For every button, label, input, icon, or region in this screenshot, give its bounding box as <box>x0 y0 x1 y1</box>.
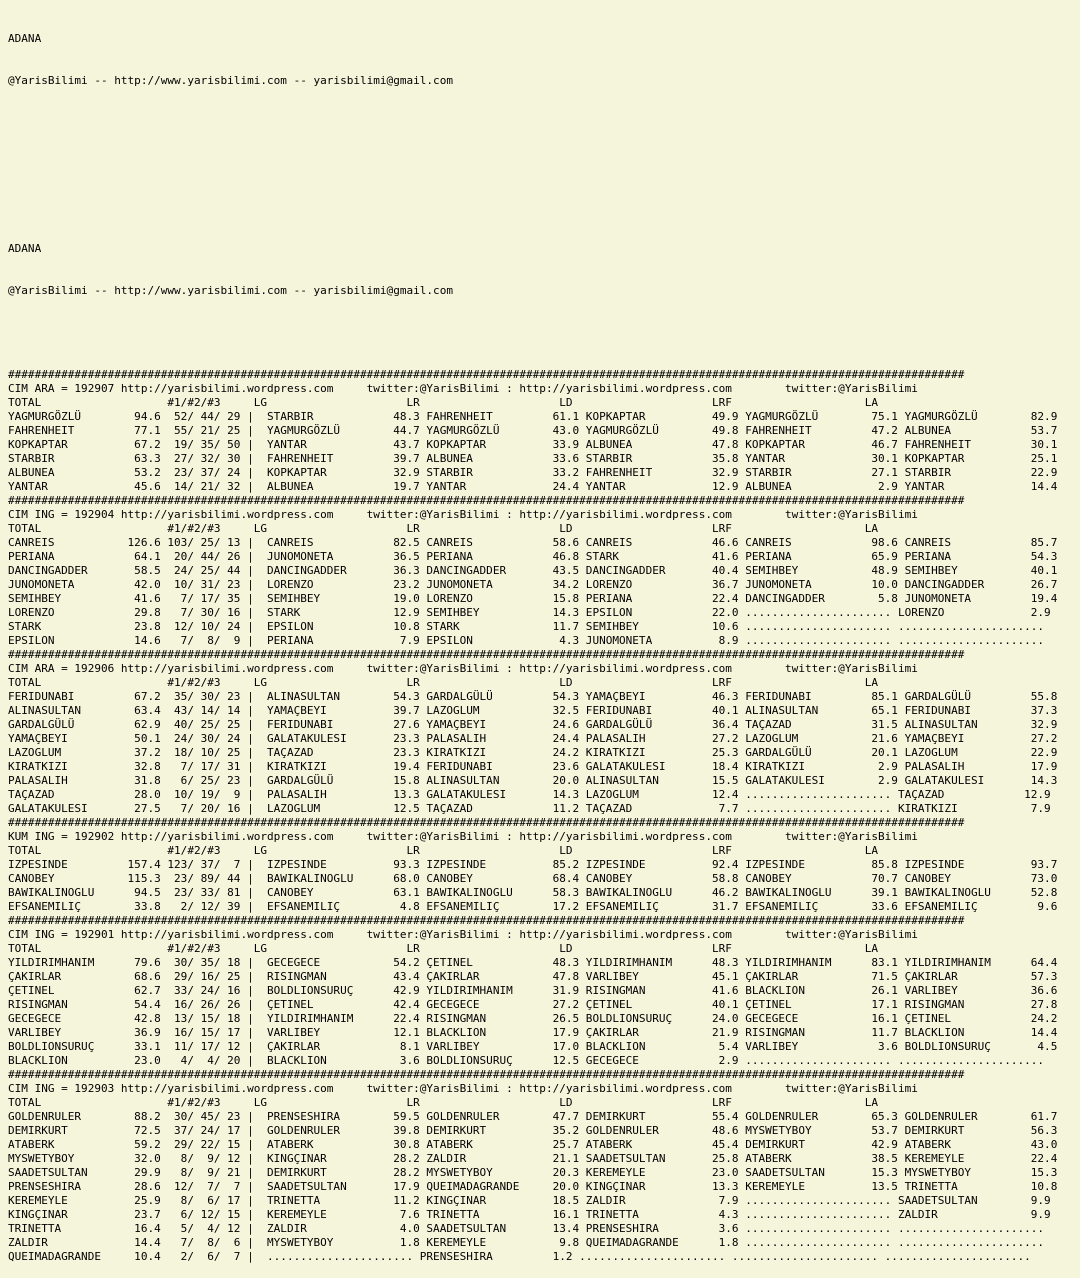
table-row: SAADETSULTAN 29.9 8/ 9/ 21 | DEMIRKURT 28.2 MYSWETYBOY 20.3 KEREMEYLE 23.0 SAADETSULTAN 15.3 MYSWETYBOY 15.3 <box>8 1166 1058 1179</box>
table-row: CANOBEY 115.3 23/ 89/ 44 | BAWIKALINOGLU 68.0 CANOBEY 68.4 CANOBEY 58.8 CANOBEY 70.7 CANOBEY 73.0 <box>8 872 1058 885</box>
table-row: PRENSESHIRA 28.6 12/ 7/ 7 | SAADETSULTAN 17.9 QUEIMADAGRANDE 20.0 KINGÇINAR 13.3 KEREMEYLE 13.5 TRINETTA 10.8 <box>8 1180 1058 1193</box>
race-header: CIM ARA = 192906 http://yarisbilimi.wordpress.com twitter:@YarisBilimi : http://yarisbilimi.wordpress.com twitter:@YarisBilimi <box>8 662 918 675</box>
race-header: KUM ING = 192902 http://yarisbilimi.wordpress.com twitter:@YarisBilimi : http://yarisbilimi.wordpress.com twitter:@YarisBilimi <box>8 830 918 843</box>
table-row: STARBIR 63.3 27/ 32/ 30 | FAHRENHEIT 39.7 ALBUNEA 33.6 STARBIR 35.8 YANTAR 30.1 KOPKAPTAR 25.1 <box>8 452 1058 465</box>
table-row: RISINGMAN 54.4 16/ 26/ 26 | ÇETINEL 42.4 GECEGECE 27.2 ÇETINEL 40.1 ÇETINEL 17.1 RISINGMAN 27.8 <box>8 998 1058 1011</box>
table-row: KEREMEYLE 25.9 8/ 6/ 17 | TRINETTA 11.2 KINGÇINAR 18.5 ZALDIR 7.9 ...................... SAADETSULTAN 9.9 <box>8 1194 1051 1207</box>
separator-line: ################################################################################################################################################ <box>8 1068 965 1081</box>
column-headers: TOTAL #1/#2/#3 LG LR LD LRF LA <box>8 676 879 689</box>
race-header: CIM ING = 192901 http://yarisbilimi.wordpress.com twitter:@YarisBilimi : http://yarisbilimi.wordpress.com twitter:@YarisBilimi <box>8 928 918 941</box>
race-header: CIM ING = 192904 http://yarisbilimi.wordpress.com twitter:@YarisBilimi : http://yarisbilimi.wordpress.com twitter:@YarisBilimi <box>8 508 918 521</box>
table-row: DEMIRKURT 72.5 37/ 24/ 17 | GOLDENRULER 39.8 DEMIRKURT 35.2 GOLDENRULER 48.6 MYSWETYBOY 53.7 DEMIRKURT 56.3 <box>8 1124 1058 1137</box>
table-row: EFSANEMILIÇ 33.8 2/ 12/ 39 | EFSANEMILIÇ 4.8 EFSANEMILIÇ 17.2 EFSANEMILIÇ 31.7 EFSANEMILIÇ 33.6 EFSANEMILIÇ 9.6 <box>8 900 1058 913</box>
table-row: YAGMURGÖZLÜ 94.6 52/ 44/ 29 | STARBIR 48.3 FAHRENHEIT 61.1 KOPKAPTAR 49.9 YAGMURGÖZLÜ 75.1 YAGMURGÖZLÜ 82.9 <box>8 410 1058 423</box>
table-row: DANCINGADDER 58.5 24/ 25/ 44 | DANCINGADDER 36.3 DANCINGADDER 43.5 DANCINGADDER 40.4 SEMIHBEY 48.9 SEMIHBEY 40.1 <box>8 564 1058 577</box>
race-header: CIM ARA = 192907 http://yarisbilimi.wordpress.com twitter:@YarisBilimi : http://yarisbilimi.wordpress.com twitter:@YarisBilimi <box>8 382 918 395</box>
separator-line: ################################################################################################################################################ <box>8 914 965 927</box>
table-row: STARK 23.8 12/ 10/ 24 | EPSILON 10.8 STARK 11.7 SEMIHBEY 10.6 ...................... ...................... <box>8 620 1045 633</box>
separator-line: ################################################################################################################################################ <box>8 494 965 507</box>
table-row: TRINETTA 16.4 5/ 4/ 12 | ZALDIR 4.0 SAADETSULTAN 13.4 PRENSESHIRA 3.6 ...................... ...................... <box>8 1222 1045 1235</box>
table-row: ALINASULTAN 63.4 43/ 14/ 14 | YAMAÇBEYI 39.7 LAZOGLUM 32.5 FERIDUNABI 40.1 ALINASULTAN 65.1 FERIDUNABI 37.3 <box>8 704 1058 717</box>
table-row: YAMAÇBEYI 50.1 24/ 30/ 24 | GALATAKULESI 23.3 PALASALIH 24.4 PALASALIH 27.2 LAZOGLUM 21.6 YAMAÇBEYI 27.2 <box>8 732 1058 745</box>
table-row: QUEIMADAGRANDE 10.4 2/ 6/ 7 | ...................... PRENSESHIRA 1.2 ...................... ...................... ...................... <box>8 1250 1031 1263</box>
blank-line <box>8 158 1072 172</box>
table-row: BLACKLION 23.0 4/ 4/ 20 | BLACKLION 3.6 BOLDLIONSURUÇ 12.5 GECEGECE 2.9 ...................... ...................... <box>8 1054 1045 1067</box>
separator-line: ################################################################################################################################################ <box>8 816 965 829</box>
table-row: VARLIBEY 36.9 16/ 15/ 17 | VARLIBEY 12.1 BLACKLION 17.9 ÇAKIRLAR 21.9 RISINGMAN 11.7 BLACKLION 14.4 <box>8 1026 1058 1039</box>
table-row: ALBUNEA 53.2 23/ 37/ 24 | KOPKAPTAR 32.9 STARBIR 33.2 FAHRENHEIT 32.9 STARBIR 27.1 STARBIR 22.9 <box>8 466 1058 479</box>
table-row: LORENZO 29.8 7/ 30/ 16 | STARK 12.9 SEMIHBEY 14.3 EPSILON 22.0 ...................... LORENZO 2.9 <box>8 606 1051 619</box>
table-row: ÇETINEL 62.7 33/ 24/ 16 | BOLDLIONSURUÇ 42.9 YILDIRIMHANIM 31.9 RISINGMAN 41.6 BLACKLION 26.1 VARLIBEY 36.6 <box>8 984 1058 997</box>
blank-line <box>8 200 1072 214</box>
document-title-repeat: ADANA <box>8 242 42 255</box>
table-row: YILDIRIMHANIM 79.6 30/ 35/ 18 | GECEGECE 54.2 ÇETINEL 48.3 YILDIRIMHANIM 48.3 YILDIRIMHANIM 83.1 YILDIRIMHANIM 64.4 <box>8 956 1058 969</box>
table-row: FERIDUNABI 67.2 35/ 30/ 23 | ALINASULTAN 54.3 GARDALGÜLÜ 54.3 YAMAÇBEYI 46.3 FERIDUNABI 85.1 GARDALGÜLÜ 55.8 <box>8 690 1058 703</box>
table-row: PERIANA 64.1 20/ 44/ 26 | JUNOMONETA 36.5 PERIANA 46.8 STARK 41.6 PERIANA 65.9 PERIANA 54.3 <box>8 550 1058 563</box>
table-row: KIRATKIZI 32.8 7/ 17/ 31 | KIRATKIZI 19.4 FERIDUNABI 23.6 GALATAKULESI 18.4 KIRATKIZI 2.9 PALASALIH 17.9 <box>8 760 1058 773</box>
table-row: ÇAKIRLAR 68.6 29/ 16/ 25 | RISINGMAN 43.4 ÇAKIRLAR 47.8 VARLIBEY 45.1 ÇAKIRLAR 71.5 ÇAKIRLAR 57.3 <box>8 970 1058 983</box>
column-headers: TOTAL #1/#2/#3 LG LR LD LRF LA <box>8 396 879 409</box>
contact-line: @YarisBilimi -- http://www.yarisbilimi.com -- yarisbilimi@gmail.com <box>8 74 453 87</box>
table-row: LAZOGLUM 37.2 18/ 10/ 25 | TAÇAZAD 23.3 KIRATKIZI 24.2 KIRATKIZI 25.3 GARDALGÜLÜ 20.1 LAZOGLUM 22.9 <box>8 746 1058 759</box>
race-header: CIM ING = 192903 http://yarisbilimi.wordpress.com twitter:@YarisBilimi : http://yarisbilimi.wordpress.com twitter:@YarisBilimi <box>8 1082 918 1095</box>
table-row: ZALDIR 14.4 7/ 8/ 6 | MYSWETYBOY 1.8 KEREMEYLE 9.8 QUEIMADAGRANDE 1.8 ...................... ...................... <box>8 1236 1045 1249</box>
table-row: PALASALIH 31.8 6/ 25/ 23 | GARDALGÜLÜ 15.8 ALINASULTAN 20.0 ALINASULTAN 15.5 GALATAKULESI 2.9 GALATAKULESI 14.3 <box>8 774 1058 787</box>
table-row: TAÇAZAD 28.0 10/ 19/ 9 | PALASALIH 13.3 GALATAKULESI 14.3 LAZOGLUM 12.4 ...................... TAÇAZAD 12.9 <box>8 788 1051 801</box>
table-row: MYSWETYBOY 32.0 8/ 9/ 12 | KINGÇINAR 28.2 ZALDIR 21.1 SAADETSULTAN 25.8 ATABERK 38.5 KEREMEYLE 22.4 <box>8 1152 1058 1165</box>
race-blocks <box>8 368 1072 1264</box>
table-row: YANTAR 45.6 14/ 21/ 32 | ALBUNEA 19.7 YANTAR 24.4 YANTAR 12.9 ALBUNEA 2.9 YANTAR 14.4 <box>8 480 1058 493</box>
blank-line <box>8 116 1072 130</box>
table-row: KINGÇINAR 23.7 6/ 12/ 15 | KEREMEYLE 7.6 TRINETTA 16.1 TRINETTA 4.3 ...................... ZALDIR 9.9 <box>8 1208 1051 1221</box>
table-row: GARDALGÜLÜ 62.9 40/ 25/ 25 | FERIDUNABI 27.6 YAMAÇBEYI 24.6 GARDALGÜLÜ 36.4 TAÇAZAD 31.5 ALINASULTAN 32.9 <box>8 718 1058 731</box>
table-row: BOLDLIONSURUÇ 33.1 11/ 17/ 12 | ÇAKIRLAR 8.1 VARLIBEY 17.0 BLACKLION 5.4 VARLIBEY 3.6 BOLDLIONSURUÇ 4.5 <box>8 1040 1058 1053</box>
contact-line-repeat: @YarisBilimi -- http://www.yarisbilimi.com -- yarisbilimi@gmail.com <box>8 284 453 297</box>
table-row: GOLDENRULER 88.2 30/ 45/ 23 | PRENSESHIRA 59.5 GOLDENRULER 47.7 DEMIRKURT 55.4 GOLDENRULER 65.3 GOLDENRULER 61.7 <box>8 1110 1058 1123</box>
document-title: ADANA <box>8 32 42 45</box>
table-row: SEMIHBEY 41.6 7/ 17/ 35 | SEMIHBEY 19.0 LORENZO 15.8 PERIANA 22.4 DANCINGADDER 5.8 JUNOMONETA 19.4 <box>8 592 1058 605</box>
table-row: KOPKAPTAR 67.2 19/ 35/ 50 | YANTAR 43.7 KOPKAPTAR 33.9 ALBUNEA 47.8 KOPKAPTAR 46.7 FAHRENHEIT 30.1 <box>8 438 1058 451</box>
column-headers: TOTAL #1/#2/#3 LG LR LD LRF LA <box>8 522 879 535</box>
table-row: GECEGECE 42.8 13/ 15/ 18 | YILDIRIMHANIM 22.4 RISINGMAN 26.5 BOLDLIONSURUÇ 24.0 GECEGECE 16.1 ÇETINEL 24.2 <box>8 1012 1058 1025</box>
table-row: IZPESINDE 157.4 123/ 37/ 7 | IZPESINDE 93.3 IZPESINDE 85.2 IZPESINDE 92.4 IZPESINDE 85.8 IZPESINDE 93.7 <box>8 858 1058 871</box>
table-row: EPSILON 14.6 7/ 8/ 9 | PERIANA 7.9 EPSILON 4.3 JUNOMONETA 8.9 ...................... ...................... <box>8 634 1045 647</box>
table-row: ATABERK 59.2 29/ 22/ 15 | ATABERK 30.8 ATABERK 25.7 ATABERK 45.4 DEMIRKURT 42.9 ATABERK 43.0 <box>8 1138 1058 1151</box>
table-row: CANREIS 126.6 103/ 25/ 13 | CANREIS 82.5 CANREIS 58.6 CANREIS 46.6 CANREIS 98.6 CANREIS 85.7 <box>8 536 1058 549</box>
column-headers: TOTAL #1/#2/#3 LG LR LD LRF LA <box>8 942 879 955</box>
column-headers: TOTAL #1/#2/#3 LG LR LD LRF LA <box>8 1096 879 1109</box>
separator-line: ################################################################################################################################################ <box>8 368 965 381</box>
table-row: JUNOMONETA 42.0 10/ 31/ 23 | LORENZO 23.2 JUNOMONETA 34.2 LORENZO 36.7 JUNOMONETA 10.0 DANCINGADDER 26.7 <box>8 578 1058 591</box>
table-row: FAHRENHEIT 77.1 55/ 21/ 25 | YAGMURGÖZLÜ 44.7 YAGMURGÖZLÜ 43.0 YAGMURGÖZLÜ 49.8 FAHRENHEIT 47.2 ALBUNEA 53.7 <box>8 424 1058 437</box>
table-row: BAWIKALINOGLU 94.5 23/ 33/ 81 | CANOBEY 63.1 BAWIKALINOGLU 58.3 BAWIKALINOGLU 46.2 BAWIKALINOGLU 39.1 BAWIKALINOGLU 52.8 <box>8 886 1058 899</box>
table-row: GALATAKULESI 27.5 7/ 20/ 16 | LAZOGLUM 12.5 TAÇAZAD 11.2 TAÇAZAD 7.7 ...................... KIRATKIZI 7.9 <box>8 802 1051 815</box>
separator-line: ################################################################################################################################################ <box>8 648 965 661</box>
column-headers: TOTAL #1/#2/#3 LG LR LD LRF LA <box>8 844 879 857</box>
blank-line <box>8 326 1072 340</box>
